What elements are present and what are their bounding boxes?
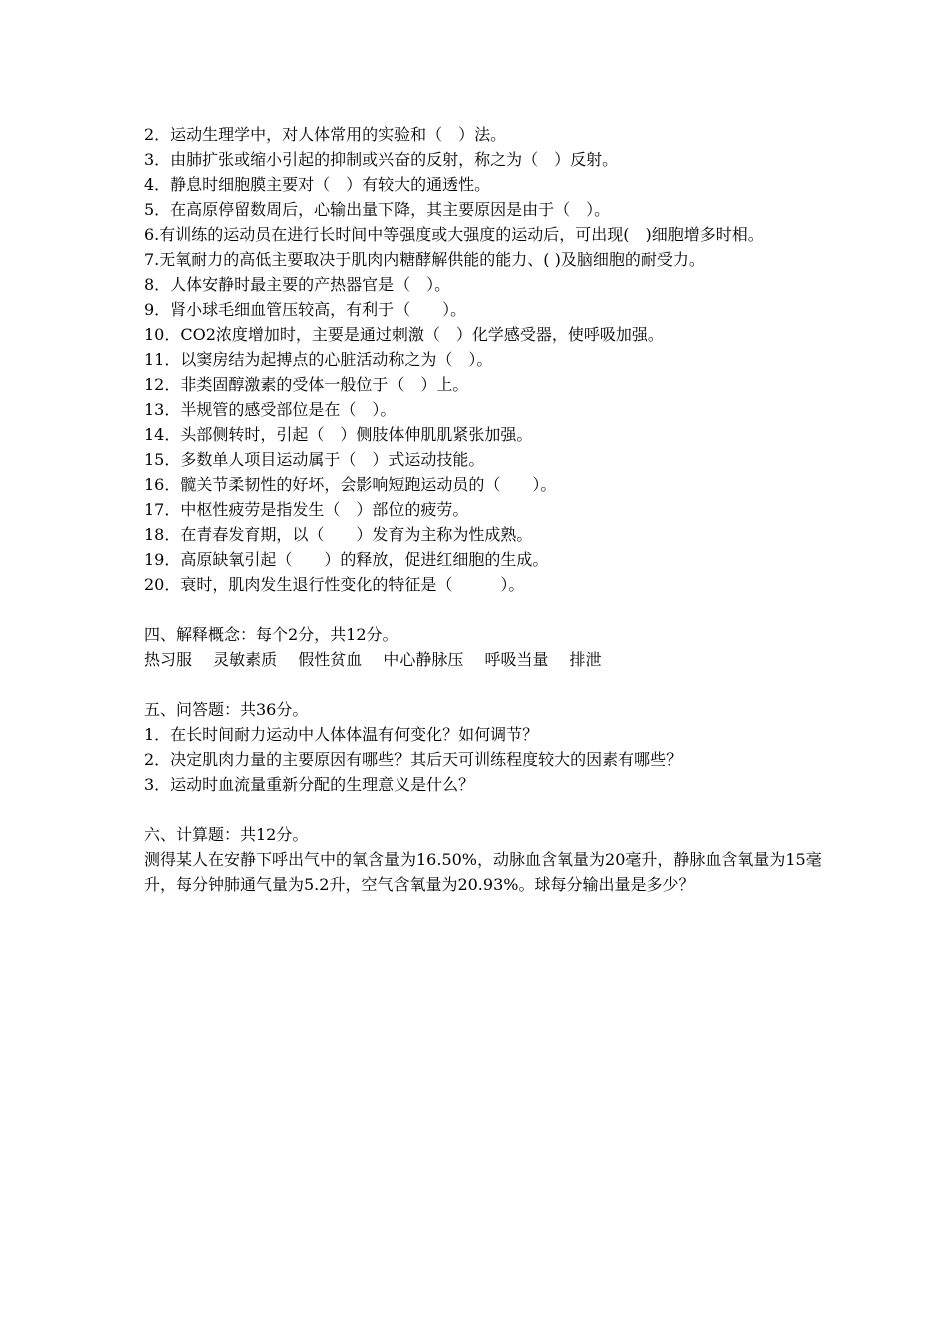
concept-term: 呼吸当量: [484, 650, 549, 669]
fill-blank-item-18: 18．在青春发育期，以（ ）发育为主称为性成熟。: [144, 525, 533, 544]
fill-blank-item-12: 12．非类固醇激素的受体一般位于（ ）上。: [144, 375, 469, 394]
fill-blank-item-16: 16．髋关节柔韧性的好坏，会影响短跑运动员的（ ）。: [144, 475, 557, 494]
calculation-problem: 测得某人在安静下呼出气中的氧含量为16.50%，动脉血含氧量为20毫升，静脉血含氧量为15毫升，每分钟肺通气量为5.2升，空气含氧量为20.93%。球每分输出量是多少？: [144, 850, 822, 894]
section-calculation: [144, 822, 824, 897]
fill-blank-item-3: 3．由肺扩张或缩小引起的抑制或兴奋的反射，称之为（ ）反射。: [144, 150, 619, 169]
concept-term: 排泄: [569, 650, 602, 669]
fill-blank-item-19: 19．高原缺氧引起（ ）的释放，促进红细胞的生成。: [144, 550, 549, 569]
fill-blank-item-17: 17．中枢性疲劳是指发生（ ）部位的疲劳。: [144, 500, 469, 519]
fill-blank-item-8: 8．人体安静时最主要的产热器官是（ ）。: [144, 275, 451, 294]
document-page: [144, 122, 824, 897]
fill-blank-item-14: 14．头部侧转时，引起（ ）侧肢体伸肌肌紧张加强。: [144, 425, 533, 444]
question-item: 1．在长时间耐力运动中人体体温有何变化？如何调节？: [144, 725, 539, 744]
section-heading: 五、问答题：共36分。: [144, 700, 309, 719]
fill-blank-item-6: 6.有训练的运动员在进行长时间中等强度或大强度的运动后，可出现( )细胞增多时相。: [144, 225, 764, 244]
spacer: [144, 672, 824, 697]
fill-blank-item-13: 13．半规管的感受部位是在（ ）。: [144, 400, 397, 419]
fill-blank-list: [144, 122, 824, 597]
fill-blank-item-4: 4．静息时细胞膜主要对（ ）有较大的通透性。: [144, 175, 491, 194]
concept-terms: [144, 647, 824, 672]
fill-blank-item-2: 2．运动生理学中，对人体常用的实验和（ ）法。: [144, 125, 507, 144]
section-questions: [144, 697, 824, 797]
fill-blank-item-9: 9．肾小球毛细血管压较高，有利于（ ）。: [144, 300, 467, 319]
spacer: [144, 797, 824, 822]
concept-term: 热习服: [144, 650, 193, 669]
section-concepts: [144, 622, 824, 672]
spacer: [144, 597, 824, 622]
fill-blank-item-5: 5．在高原停留数周后，心输出量下降，其主要原因是由于（ ）。: [144, 200, 611, 219]
section-heading: 六、计算题：共12分。: [144, 825, 309, 844]
fill-blank-item-20: 20．衰时，肌肉发生退行性变化的特征是（ ）。: [144, 575, 525, 594]
fill-blank-item-15: 15．多数单人项目运动属于（ ）式运动技能。: [144, 450, 485, 469]
section-heading: 四、解释概念：每个2分，共12分。: [144, 625, 399, 644]
question-item: 3．运动时血流量重新分配的生理意义是什么？: [144, 775, 475, 794]
concept-term: 中心静脉压: [383, 650, 464, 669]
question-item: 2．决定肌肉力量的主要原因有哪些？其后天可训练程度较大的因素有哪些？: [144, 750, 683, 769]
fill-blank-item-7: 7.无氧耐力的高低主要取决于肌肉内糖酵解供能的能力、( )及脑细胞的耐受力。: [144, 250, 705, 269]
concept-term: 假性贫血: [298, 650, 363, 669]
fill-blank-item-10: 10．CO2浓度增加时，主要是通过刺激（ ）化学感受器，使呼吸加强。: [144, 325, 664, 344]
concept-term: 灵敏素质: [213, 650, 278, 669]
fill-blank-item-11: 11．以窦房结为起搏点的心脏活动称之为（ ）。: [144, 350, 493, 369]
